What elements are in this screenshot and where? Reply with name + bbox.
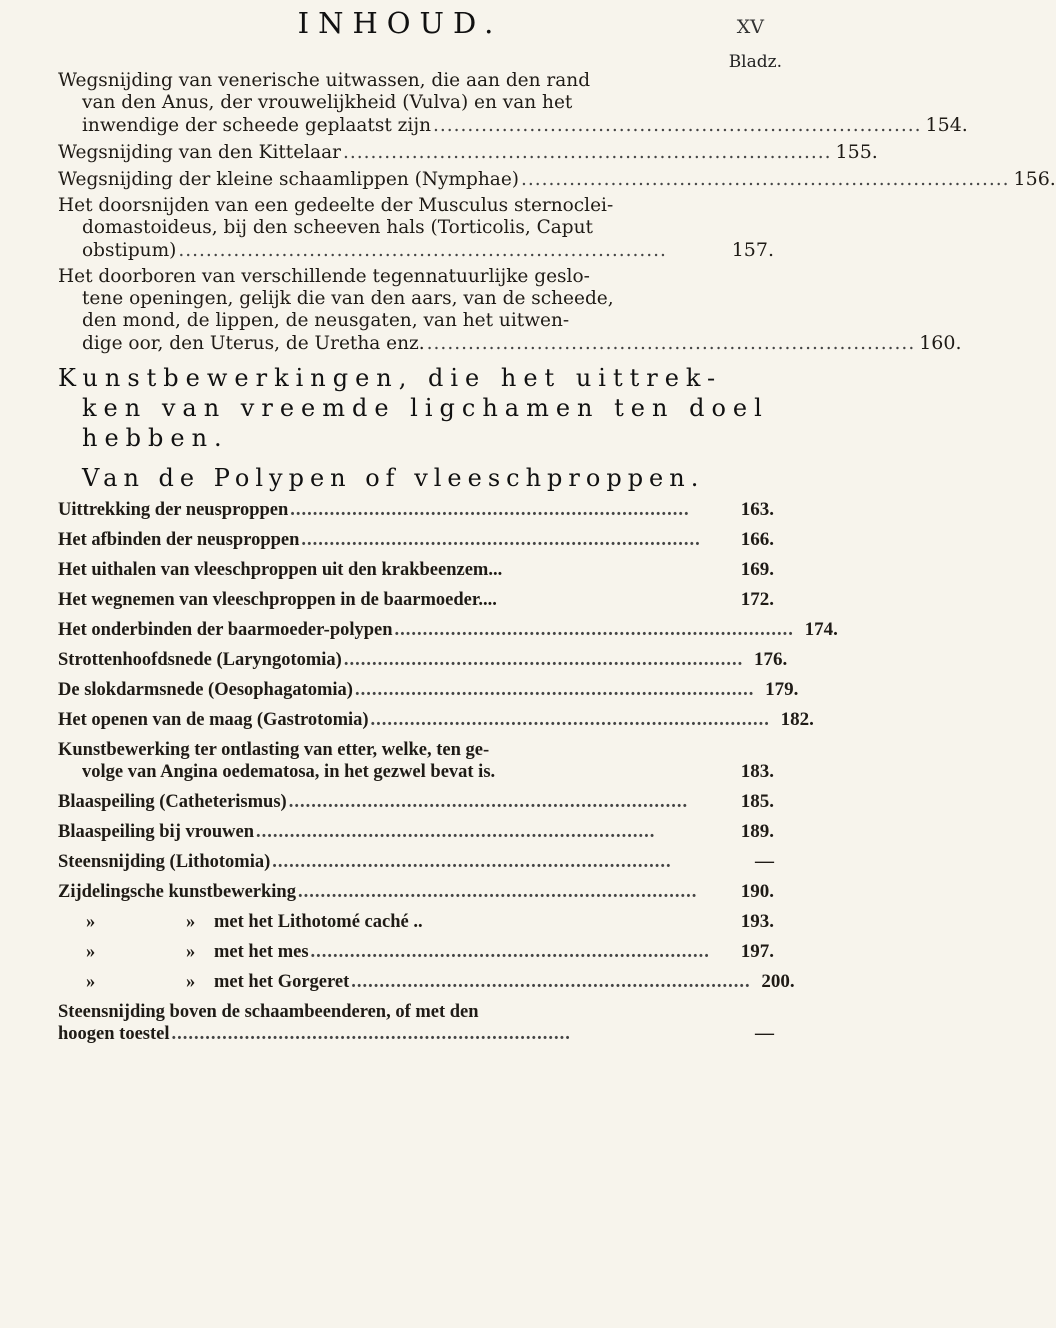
leader-dots: ....................................................................... <box>272 852 672 872</box>
toc-entry-line: dige oor, den Uterus, de Uretha enz. <box>82 333 425 354</box>
toc-page-number: 156. <box>1013 168 1056 190</box>
toc-entry-line: tene openingen, gelijk die van den aars, van de scheede, <box>82 288 614 309</box>
entry-list <box>58 499 838 1045</box>
leader-dots: ....................................................................... <box>310 942 710 962</box>
toc-entry-line: Het doorsnijden van een gedeelte der Musculus sternoclei- <box>58 195 614 216</box>
toc-entry-line: domastoideus, bij den scheeven hals (Torticolis, Caput <box>82 217 593 238</box>
toc-entry <box>58 851 774 873</box>
section-heading-line: Kunstbewerkingen, die het uittrek- <box>58 364 723 392</box>
toc-entry-line: met het mes <box>214 942 309 962</box>
page-number: XV <box>736 16 764 38</box>
toc-page-number: 185. <box>740 791 774 812</box>
toc-page-number: 174. <box>804 619 838 640</box>
toc-entry <box>58 881 774 903</box>
toc-entry-line: Zijdelingsche kunstbewerking <box>58 882 296 902</box>
toc-page-number: — <box>755 851 774 872</box>
leader-dots: ....................................................................... <box>290 500 690 520</box>
toc-entry-line: met het Lithotomé caché .. <box>214 912 423 932</box>
toc-entry-line: met het Gorgeret <box>214 972 350 992</box>
leader-dots: ....................................................................... <box>288 792 689 812</box>
toc-entry-line: De slokdarmsnede (Oesophagatomia) <box>58 680 353 700</box>
ditto-mark: » <box>86 912 96 932</box>
ditto-marks <box>58 911 208 933</box>
leader-dots: ....................................................................... <box>171 1024 571 1044</box>
toc-entry <box>58 791 774 813</box>
ditto-mark: » <box>186 972 196 992</box>
ditto-mark: » <box>86 972 96 992</box>
toc-page-number: — <box>755 1023 774 1044</box>
toc-entry-line: Uittrekking der neusproppen <box>58 500 289 520</box>
toc-entry-line: den mond, de lippen, de neusgaten, van het uitwen- <box>82 310 570 331</box>
toc-page-number: 182. <box>780 709 814 730</box>
leader-dots: ....................................................................... <box>521 169 1010 190</box>
toc-entry <box>58 195 774 262</box>
toc-page-number: 190. <box>740 881 774 902</box>
leader-dots: ....................................................................... <box>178 240 667 261</box>
toc-entry-line: Het uithalen van vleeschproppen uit den krakbeenzem... <box>58 560 503 580</box>
toc-entry-line: Steensnijding (Lithotomia) <box>58 852 271 872</box>
toc-page-number: 176. <box>753 649 788 670</box>
toc-entry <box>58 679 799 701</box>
toc-entry <box>58 141 878 164</box>
toc-page-number: 197. <box>740 941 774 962</box>
toc-page-number: 163. <box>740 499 774 520</box>
toc-entry <box>58 529 774 551</box>
toc-page-number: 200. <box>761 971 795 992</box>
leader-dots: ....................................................................... <box>370 710 770 730</box>
leader-dots: ....................................................................... <box>426 333 916 354</box>
section-heading-line: hebben. <box>82 424 229 452</box>
toc-entry <box>58 821 774 843</box>
leader-dots: ....................................................................... <box>343 650 744 670</box>
leader-dots: ....................................................................... <box>394 620 794 640</box>
toc-entry-line: Het wegnemen van vleeschproppen in de baarmoeder.... <box>58 590 497 610</box>
toc-entry-line: volge van Angina oedematosa, in het gezwel bevat is. <box>82 762 496 782</box>
toc-entry-line: Wegsnijding der kleine schaamlippen (Nymphae) <box>58 169 519 190</box>
ditto-marks <box>58 941 208 963</box>
ditto-mark: » <box>86 942 96 962</box>
page-title: INHOUD. <box>297 6 503 40</box>
subsection-heading: Van de Polypen of vleeschproppen. <box>82 464 705 492</box>
section-heading <box>58 363 774 453</box>
toc-page-number: 160. <box>919 332 962 354</box>
toc-entry-line: van den Anus, der vrouwelijkheid (Vulva) en van het <box>82 92 573 113</box>
toc-entry <box>58 559 774 581</box>
toc-entry-line: Het afbinden der neusproppen <box>58 530 300 550</box>
toc-entry <box>58 1001 774 1045</box>
ditto-mark: » <box>186 912 196 932</box>
toc-entry-line: Het doorboren van verschillende tegennatuurlijke geslo- <box>58 266 590 287</box>
ditto-marks <box>58 971 208 993</box>
toc-page-number: 155. <box>835 141 878 163</box>
toc-entry <box>58 499 774 521</box>
toc-page-number: 154. <box>925 114 968 136</box>
toc-entry-line: Wegsnijding van den Kittelaar <box>58 142 341 163</box>
toc-entry-line: hoogen toestel <box>58 1024 170 1044</box>
leader-dots: ....................................................................... <box>432 115 922 136</box>
running-head <box>0 6 800 50</box>
toc-entry-line: Steensnijding boven de schaambeenderen, of met den <box>58 1002 479 1022</box>
toc-entry <box>58 739 774 783</box>
toc-entry <box>58 941 774 963</box>
leader-dots: ....................................................................... <box>354 680 755 700</box>
leader-dots: ....................................................................... <box>297 882 698 902</box>
column-label: Bladz. <box>728 52 782 72</box>
leader-dots: ....................................................................... <box>256 822 656 842</box>
toc-entry <box>58 70 968 137</box>
toc-entry-line: Wegsnijding van venerische uitwassen, die aan den rand <box>58 70 591 91</box>
toc-page-number: 157. <box>731 239 774 261</box>
toc-entry-line: Het onderbinden der baarmoeder-polypen <box>58 620 393 640</box>
toc-page-number: 172. <box>740 589 774 610</box>
leader-dots: ....................................................................... <box>301 530 701 550</box>
toc-page-number: 166. <box>740 529 774 550</box>
toc-entry <box>58 168 1056 191</box>
toc-page-number: 183. <box>740 761 774 782</box>
toc-entry-line: Blaaspeiling bij vrouwen <box>58 822 255 842</box>
table-of-contents <box>58 70 1056 1045</box>
toc-entry <box>58 649 788 671</box>
toc-entry <box>58 589 774 611</box>
toc-entry-line: obstipum) <box>82 240 177 261</box>
toc-entry-line: Kunstbewerking ter ontlasting van etter, welke, ten ge- <box>58 740 490 760</box>
ditto-mark: » <box>186 942 196 962</box>
section-heading-line: ken van vreemde ligchamen ten doel <box>82 394 769 422</box>
toc-entry <box>58 266 962 355</box>
toc-page-number: 169. <box>740 559 774 580</box>
toc-entry-line: Strottenhoofdsnede (Laryngotomia) <box>58 650 342 670</box>
leader-dots: ....................................................................... <box>343 142 832 163</box>
toc-entry <box>58 971 795 993</box>
toc-entry <box>58 619 838 641</box>
toc-entry-line: Blaaspeiling (Catheterismus) <box>58 792 287 812</box>
toc-entry <box>58 911 774 933</box>
toc-page-number: 189. <box>740 821 774 842</box>
toc-entry <box>58 709 814 731</box>
toc-page-number: 193. <box>740 911 774 932</box>
leader-dots: ....................................................................... <box>351 972 751 992</box>
toc-entry-line: inwendige der scheede geplaatst zijn <box>82 115 431 136</box>
toc-page-number: 179. <box>765 679 799 700</box>
toc-entry-line: Het openen van de maag (Gastrotomia) <box>58 710 369 730</box>
